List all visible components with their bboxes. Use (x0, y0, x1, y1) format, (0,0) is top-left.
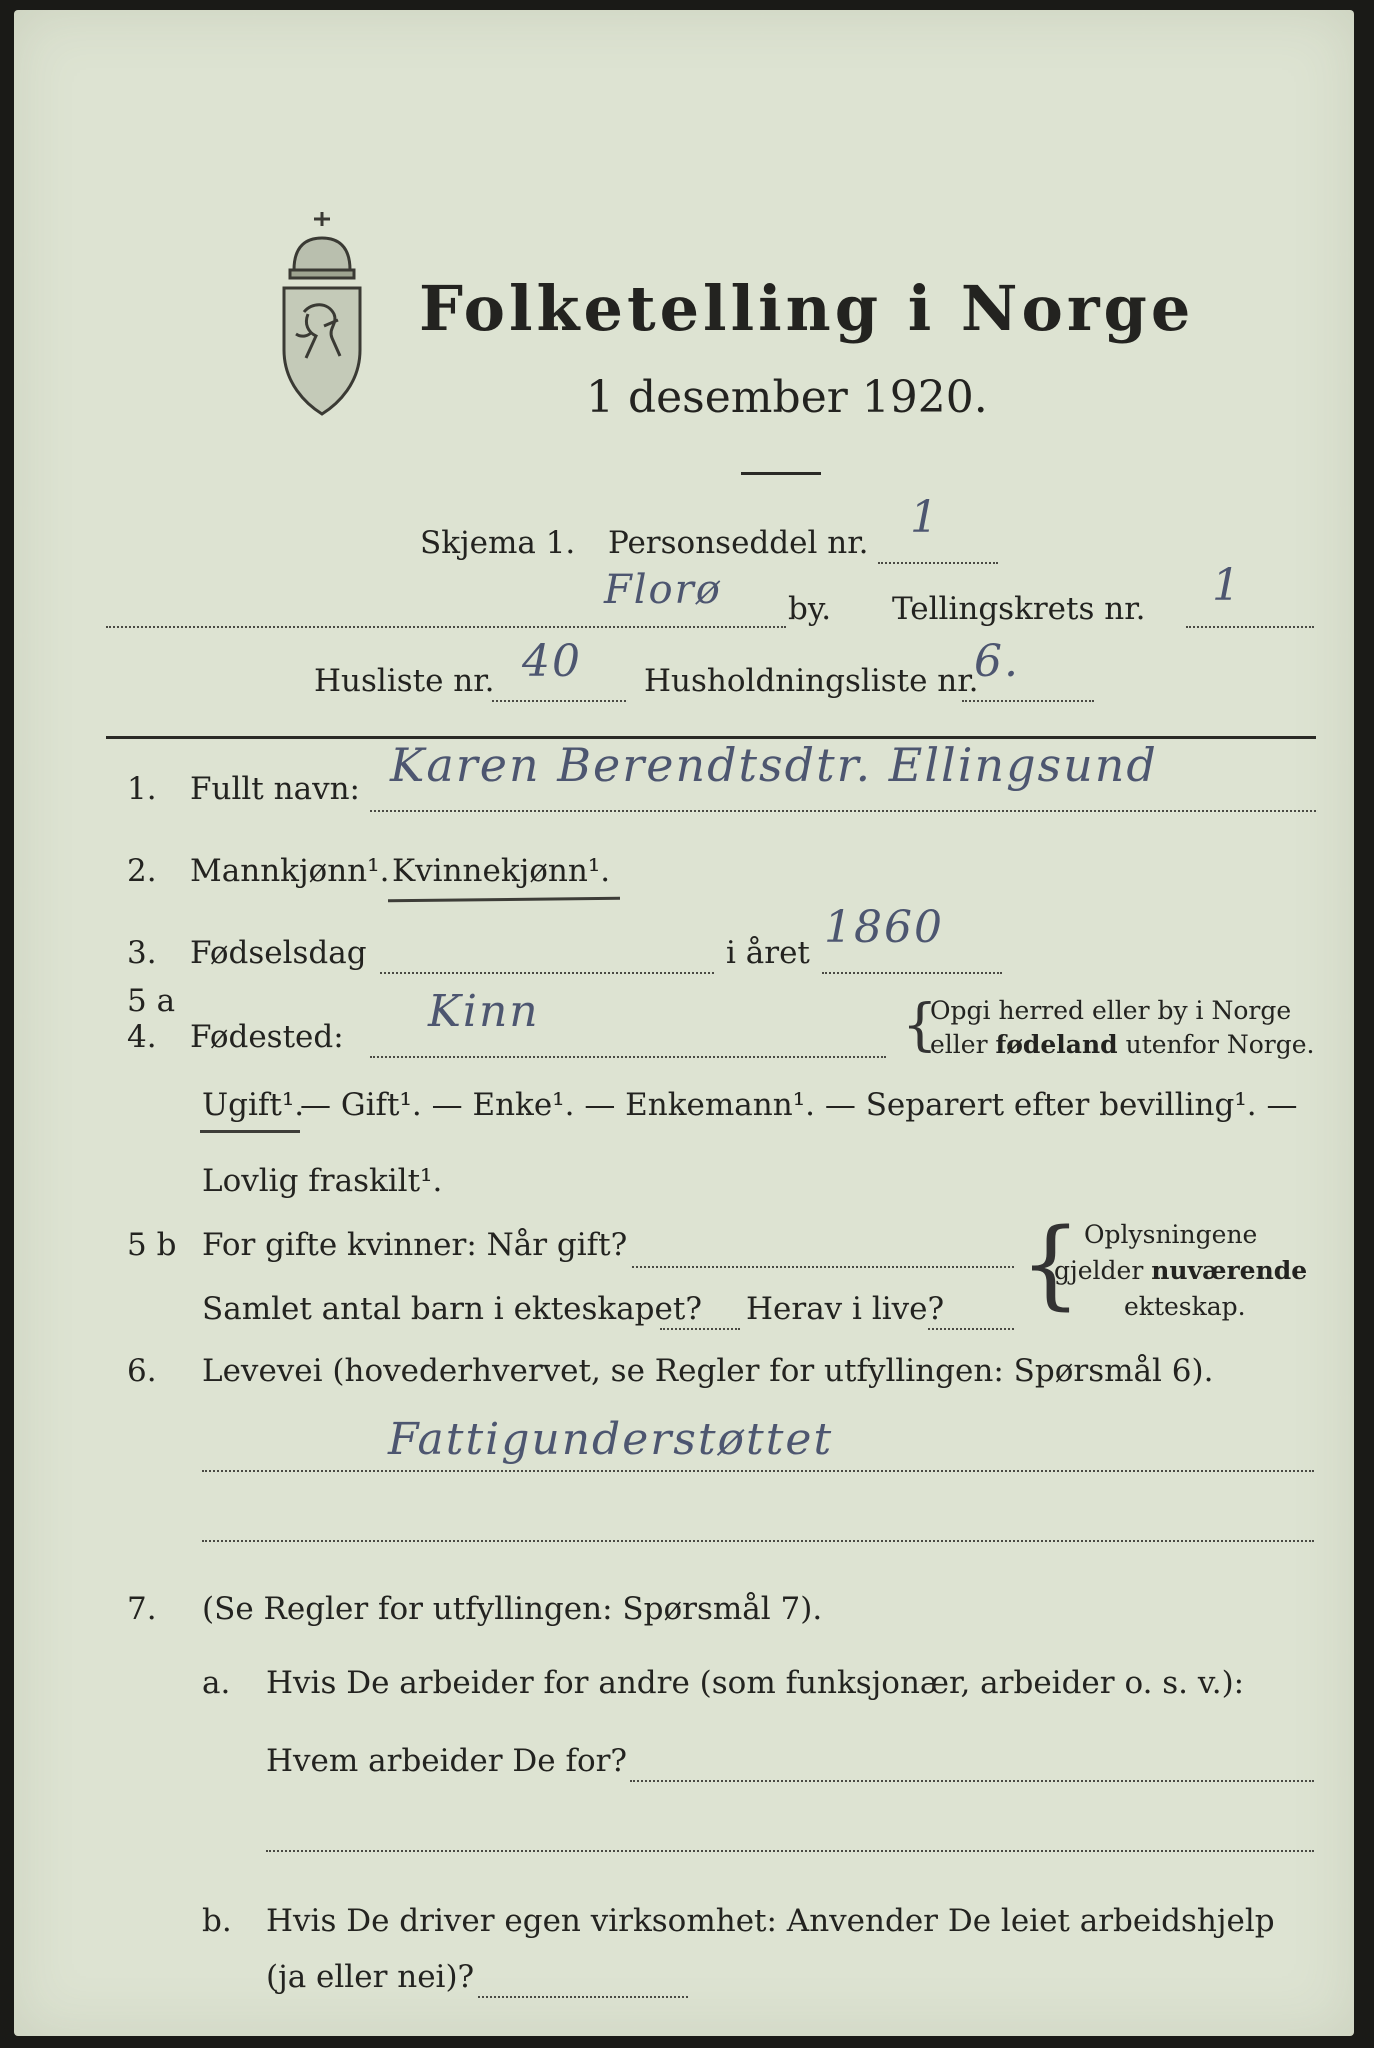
q1-label: Fullt navn: (190, 771, 360, 807)
q2-number: 2. (127, 853, 157, 889)
census-form-sheet (14, 10, 1354, 2036)
q4-note-bracket: { (902, 993, 938, 1058)
q3-number: 3. (127, 935, 157, 971)
q5b-note-line-1: Oplysningene (1084, 1220, 1258, 1249)
q7a-question: Hvem arbeider De for? (266, 1743, 628, 1779)
city-value[interactable]: Florø (604, 567, 722, 613)
q6-number: 6. (127, 1353, 157, 1389)
q5b-note-line-2: gjelder nuværende (1054, 1256, 1308, 1285)
norwegian-coat-of-arms-icon (276, 208, 368, 420)
form-label: Skjema 1. (420, 525, 576, 561)
q4-number: 4. (127, 1019, 157, 1055)
q7b-text: Hvis De driver egen virksomhet: Anvender De leiet arbeidshjelp (266, 1903, 1275, 1939)
q7b-letter: b. (202, 1903, 232, 1939)
livelihood-value[interactable]: Fattigunderstøttet (388, 1414, 834, 1465)
q7-number: 7. (127, 1591, 157, 1627)
q7-label: (Se Regler for utfyllingen: Spørsmål 7). (202, 1591, 823, 1627)
q5a-number: 5 a (127, 983, 176, 1019)
full-name-value[interactable]: Karen Berendtsdtr. Ellingsund (390, 738, 1158, 792)
q4-note-line-1: Opgi herred eller by i Norge (930, 996, 1292, 1025)
marital-other-options[interactable]: — Gift¹. — Enke¹. — Enkemann¹. — Separert efter bevilling¹. — (300, 1087, 1298, 1123)
household-number[interactable]: 6. (974, 636, 1020, 687)
house-label: Husliste nr. (314, 663, 495, 699)
gender-female-option[interactable]: Kvinnekjønn¹. (392, 853, 611, 889)
person-number[interactable]: 1 (910, 492, 940, 543)
ugift-underline (200, 1130, 300, 1133)
q5b-note-bracket: { (1020, 1208, 1082, 1320)
q4-label: Fødested: (190, 1019, 344, 1055)
q5b-children-label: Samlet antal barn i ekteskapet? (202, 1291, 702, 1327)
district-number[interactable]: 1 (1212, 560, 1242, 611)
district-label: Tellingskrets nr. (892, 591, 1146, 627)
q7b-question: (ja eller nei)? (266, 1959, 475, 1995)
q6-label: Levevei (hovederhvervet, se Regler for utfyllingen: Spørsmål 6). (202, 1353, 1214, 1389)
q3-label: Fødselsdag (190, 935, 367, 971)
q7a-text: Hvis De arbeider for andre (som funksjonær, arbeider o. s. v.): (266, 1665, 1245, 1701)
gender-male-option[interactable]: Mannkjønn¹. (190, 853, 390, 889)
title-divider (741, 472, 821, 475)
birthplace-value[interactable]: Kinn (428, 986, 540, 1037)
household-label: Husholdningsliste nr. (644, 663, 979, 699)
q5b-married-label: For gifte kvinner: Når gift? (202, 1227, 628, 1263)
census-date: 1 desember 1920. (586, 372, 988, 423)
q5b-note-line-3: ekteskap. (1124, 1292, 1246, 1321)
q1-number: 1. (127, 771, 157, 807)
person-label: Personseddel nr. (608, 525, 869, 561)
house-number[interactable]: 40 (522, 636, 582, 687)
marital-divorced-option[interactable]: Lovlig fraskilt¹. (202, 1163, 443, 1199)
female-underline (388, 897, 620, 902)
q5b-number: 5 b (127, 1227, 177, 1263)
birth-year-value[interactable]: 1860 (824, 902, 944, 953)
city-suffix: by. (788, 591, 832, 627)
q5b-alive-label: Herav i live? (746, 1291, 945, 1327)
marital-ugift-option[interactable]: Ugift¹. (202, 1087, 305, 1123)
q7a-letter: a. (202, 1665, 231, 1701)
form-title: Folketelling i Norge (419, 272, 1195, 345)
q3-year-label: i året (726, 935, 810, 971)
q4-note-line-2: eller fødeland utenfor Norge. (930, 1030, 1315, 1059)
